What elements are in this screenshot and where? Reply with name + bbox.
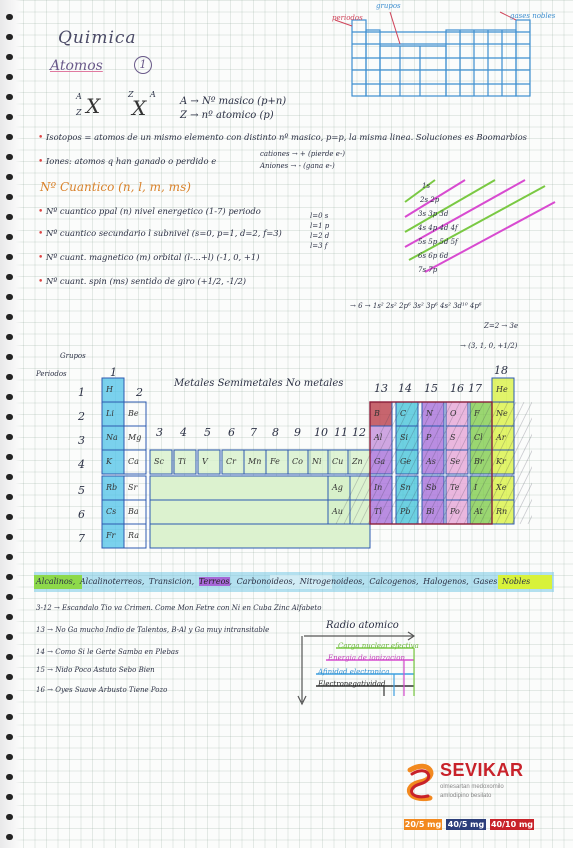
mnemonic-15: 15 → Nido Poco Astuto Sebo Bien bbox=[36, 666, 155, 674]
brand-tagline-2: amlodipino besilato bbox=[440, 793, 492, 799]
element-symbol-sr: Sr bbox=[128, 483, 138, 492]
note-grupos: grupos bbox=[376, 2, 401, 10]
element-symbol-at: At bbox=[474, 507, 483, 516]
element-symbol-po: Po bbox=[450, 507, 460, 516]
group-number-8: 8 bbox=[272, 426, 279, 439]
element-symbol-ba: Ba bbox=[128, 507, 139, 516]
family-calcogenos: Calcogenos bbox=[369, 577, 417, 586]
numeros-cuanticos-heading: Nº Cuantico (n, l, m, ms) bbox=[40, 180, 191, 194]
element-symbol-sn: Sn bbox=[400, 483, 411, 492]
element-symbol-right: X bbox=[132, 96, 147, 120]
element-symbol-ra: Ra bbox=[128, 531, 139, 540]
atomic-number-label: Z bbox=[76, 108, 82, 117]
element-symbol-na: Na bbox=[106, 433, 118, 442]
element-symbol-ti: Ti bbox=[178, 457, 186, 466]
element-symbol-i: I bbox=[474, 483, 478, 492]
bullet-secundario: • Nº cuantico secundario l subnivel (s=0, p=1, d=2, f=3) bbox=[38, 228, 282, 239]
sublevel-f: l=3 f bbox=[310, 242, 328, 250]
group-number-9: 9 bbox=[294, 426, 301, 439]
brand-name: SEVIKAR bbox=[440, 760, 524, 780]
sublevel-d: l=2 d bbox=[310, 232, 330, 240]
cationes-text: cationes → + (pierde e-) bbox=[260, 150, 346, 158]
bullet-iones: • Iones: atomos q han ganado o perdido e bbox=[38, 156, 217, 167]
group-number-15: 15 bbox=[424, 382, 438, 395]
period-number-5: 5 bbox=[78, 484, 85, 497]
orbital-row-1: 1s bbox=[422, 182, 431, 190]
element-symbol-sb: Sb bbox=[426, 483, 437, 492]
quantum-numbers-result: → (3, 1, 0, +1/2) bbox=[460, 342, 518, 350]
family-legend-text: Alcalinos, Alcalinoterreos, Transicion, Terreos, Carbonoideos, Nitrogenoideos, Calcogenos, Halogenos, Gases Nobles bbox=[36, 577, 531, 586]
element-symbol-br: Br bbox=[474, 457, 484, 466]
family-gases-nobles: Gases Nobles bbox=[473, 577, 531, 586]
orbital-row-2: 2s 2p bbox=[420, 196, 440, 204]
group-number-3: 3 bbox=[156, 426, 163, 439]
note-gases-nobles: gases nobles bbox=[510, 12, 556, 20]
family-carbonoideos: Carbonoideos bbox=[236, 577, 293, 586]
element-symbol-al: Al bbox=[374, 433, 383, 442]
group-number-6: 6 bbox=[228, 426, 235, 439]
element-symbol-f: F bbox=[474, 409, 480, 418]
dose-40-5: 40/5 mg bbox=[447, 820, 485, 829]
element-symbol-c: C bbox=[400, 409, 407, 418]
section-number-circle: 1 bbox=[134, 56, 152, 74]
magnetico-text: Nº cuant. magnetico (m) orbital (l-...+l) (-1, 0, +1) bbox=[45, 252, 260, 262]
atomic-number-def: Z → nº atomico (p) bbox=[180, 110, 274, 121]
element-symbol-li: Li bbox=[106, 409, 114, 418]
spin-text: Nº cuant. spin (ms) sentido de giro (+1/2, -1/2) bbox=[45, 276, 247, 286]
element-symbol-s: S bbox=[450, 433, 456, 442]
group-number-16: 16 bbox=[450, 382, 464, 395]
group-number-18: 18 bbox=[494, 364, 508, 377]
element-symbol-bi: Bi bbox=[426, 507, 435, 516]
sublevel-p: l=1 p bbox=[310, 222, 330, 230]
element-symbol-au: Au bbox=[332, 507, 343, 516]
section-title-atomos: Atomos bbox=[50, 58, 103, 74]
family-terreos: Terreos bbox=[198, 577, 230, 586]
element-symbol-co: Co bbox=[292, 457, 303, 466]
element-symbol-left: X bbox=[86, 94, 101, 118]
orbital-row-3: 3s 3p 3d bbox=[418, 210, 449, 218]
mnemonic-16: 16 → Oyes Suave Arbusto Tiene Pozo bbox=[36, 686, 168, 694]
trend-carga-nuclear: Carga nuclear efectiva bbox=[338, 642, 419, 650]
mnemonic-13: 13 → No Ga mucho Indio de Talentos, B-Al y Ga muy intransitable bbox=[36, 626, 270, 634]
trend-afinidad: Afinidad electronica bbox=[318, 668, 390, 676]
element-symbol-as: As bbox=[426, 457, 436, 466]
electron-config-line: → 6 → 1s² 2s² 2p⁶ 3s² 3p⁶ 4s² 3d¹⁰ 4p⁶ bbox=[350, 302, 482, 310]
element-symbol-cr: Cr bbox=[226, 457, 236, 466]
element-symbol-ni: Ni bbox=[312, 457, 322, 466]
element-symbol-n: N bbox=[426, 409, 433, 418]
group-number-5: 5 bbox=[204, 426, 211, 439]
element-symbol-rn: Rn bbox=[496, 507, 508, 516]
dose-40-10: 40/10 mg bbox=[490, 820, 534, 829]
element-symbol-v: V bbox=[202, 457, 208, 466]
mass-number-def: A → Nº masico (p+n) bbox=[180, 96, 287, 107]
element-symbol-ag: Ag bbox=[332, 483, 343, 492]
period-number-4: 4 bbox=[78, 458, 85, 471]
element-symbol-cl: Cl bbox=[474, 433, 483, 442]
element-symbol-zn: Zn bbox=[352, 457, 363, 466]
element-symbol-ar: Ar bbox=[496, 433, 506, 442]
group-number-12: 12 bbox=[352, 426, 366, 439]
element-symbol-sc: Sc bbox=[154, 457, 164, 466]
metal-categories-header: Metales Semimetales No metales bbox=[174, 378, 344, 389]
trend-energia-ionizacion: Energia de ionizacion bbox=[328, 654, 406, 662]
element-symbol-te: Te bbox=[450, 483, 460, 492]
isotopos-text: Isotopos = atomos de un mismo elemento con distinto nº masico, p=p, la misma linea. Soluciones es Boomarbios bbox=[45, 132, 527, 142]
orbital-row-7: 7s 7p bbox=[418, 266, 438, 274]
group-number-4: 4 bbox=[180, 426, 187, 439]
bullet-principal: • Nº cuantico ppal (n) nivel energetico (1-7) periodo bbox=[38, 206, 261, 217]
element-symbol-ga: Ga bbox=[374, 457, 386, 466]
element-symbol-cu: Cu bbox=[332, 457, 344, 466]
periodos-label: Periodos bbox=[36, 370, 67, 378]
element-symbol-b: B bbox=[374, 409, 380, 418]
family-alcalinoterreos: Alcalinoterreos bbox=[79, 577, 142, 586]
bullet-isotopos: • Isotopos = atomos de un mismo elemento con distinto nº masico, p=p, la misma linea. Soluciones es Boomarbios bbox=[38, 132, 527, 143]
sevikar-logo bbox=[400, 752, 560, 832]
element-symbol-xe: Xe bbox=[496, 483, 507, 492]
element-symbol-tl: Tl bbox=[374, 507, 382, 516]
group-number-7: 7 bbox=[250, 426, 257, 439]
element-symbol-kr: Kr bbox=[496, 457, 506, 466]
element-symbol-k: K bbox=[106, 457, 112, 466]
element-symbol-ne: Ne bbox=[496, 409, 508, 418]
secundario-text: Nº cuantico secundario l subnivel (s=0, p=1, d=2, f=3) bbox=[45, 228, 282, 238]
period-number-3: 3 bbox=[78, 434, 85, 447]
bullet-spin: • Nº cuant. spin (ms) sentido de giro (+1/2, -1/2) bbox=[38, 276, 247, 287]
iones-text: Iones: atomos q han ganado o perdido e bbox=[45, 156, 217, 166]
grupos-label: Grupos bbox=[60, 352, 86, 360]
element-symbol-mn: Mn bbox=[248, 457, 262, 466]
element-symbol-he: He bbox=[496, 385, 508, 394]
period-number-2: 2 bbox=[78, 410, 85, 423]
principal-text: Nº cuantico ppal (n) nivel energetico (1-7) periodo bbox=[45, 206, 261, 216]
element-symbol-pb: Pb bbox=[400, 507, 411, 516]
element-symbol-p: P bbox=[426, 433, 432, 442]
group-number-2: 2 bbox=[136, 386, 143, 399]
element-symbol-be: Be bbox=[128, 409, 139, 418]
family-halogenos: Halogenos bbox=[423, 577, 467, 586]
orbital-row-4: 4s 4p 4d 4f bbox=[418, 224, 458, 232]
group-number-17: 17 bbox=[468, 382, 482, 395]
group-number-14: 14 bbox=[398, 382, 412, 395]
element-symbol-se: Se bbox=[450, 457, 461, 466]
group-number-10: 10 bbox=[314, 426, 328, 439]
element-symbol-cs: Cs bbox=[106, 507, 117, 516]
bullet-magnetico: • Nº cuant. magnetico (m) orbital (l-...+l) (-1, 0, +1) bbox=[38, 252, 260, 263]
element-symbol-fe: Fe bbox=[270, 457, 280, 466]
aniones-text: Aniones → - (gana e-) bbox=[260, 162, 335, 170]
a-label: A bbox=[150, 90, 156, 99]
period-number-7: 7 bbox=[78, 532, 85, 545]
group-number-11: 11 bbox=[334, 426, 348, 439]
brand-tagline-1: olmesartan medoxomilo bbox=[440, 784, 504, 790]
z-label: Z bbox=[128, 90, 134, 99]
z-electrons-note: Z=2 → 3e bbox=[484, 322, 519, 330]
mnemonic-3-12: 3-12 → Escandalo Tio va Crimen. Come Mon Fetre con Ni en Cuba Zinc Alfabeto bbox=[36, 604, 322, 612]
element-symbol-ca: Ca bbox=[128, 457, 139, 466]
element-symbol-ge: Ge bbox=[400, 457, 412, 466]
element-symbol-h: H bbox=[106, 385, 113, 394]
dose-20-5: 20/5 mg bbox=[404, 820, 442, 829]
sublevel-s: l=0 s bbox=[310, 212, 329, 220]
element-symbol-o: O bbox=[450, 409, 457, 418]
note-periodos: periodos bbox=[332, 14, 363, 22]
trend-electronegatividad: Electronegatividad bbox=[318, 680, 386, 688]
radio-atomico-title: Radio atomico bbox=[326, 620, 399, 631]
period-number-1: 1 bbox=[78, 386, 85, 399]
mnemonic-14: 14 → Como Si le Gerte Samba en Plebas bbox=[36, 648, 179, 656]
element-symbol-in: In bbox=[374, 483, 383, 492]
group-number-1: 1 bbox=[110, 366, 117, 379]
orbital-row-5: 5s 5p 5d 5f bbox=[418, 238, 458, 246]
element-symbol-rb: Rb bbox=[106, 483, 118, 492]
element-symbol-si: Si bbox=[400, 433, 409, 442]
element-symbol-fr: Fr bbox=[106, 531, 116, 540]
family-transicion: Transicion bbox=[148, 577, 192, 586]
page-title: Quimica bbox=[58, 28, 137, 48]
family-alcalinos: Alcalinos bbox=[36, 577, 73, 586]
mass-number-label: A bbox=[76, 92, 82, 101]
period-number-6: 6 bbox=[78, 508, 85, 521]
group-number-13: 13 bbox=[374, 382, 388, 395]
orbital-row-6: 6s 6p 6d bbox=[418, 252, 449, 260]
element-symbol-mg: Mg bbox=[128, 433, 142, 442]
family-nitrogenoideos: Nitrogenoideos bbox=[299, 577, 363, 586]
